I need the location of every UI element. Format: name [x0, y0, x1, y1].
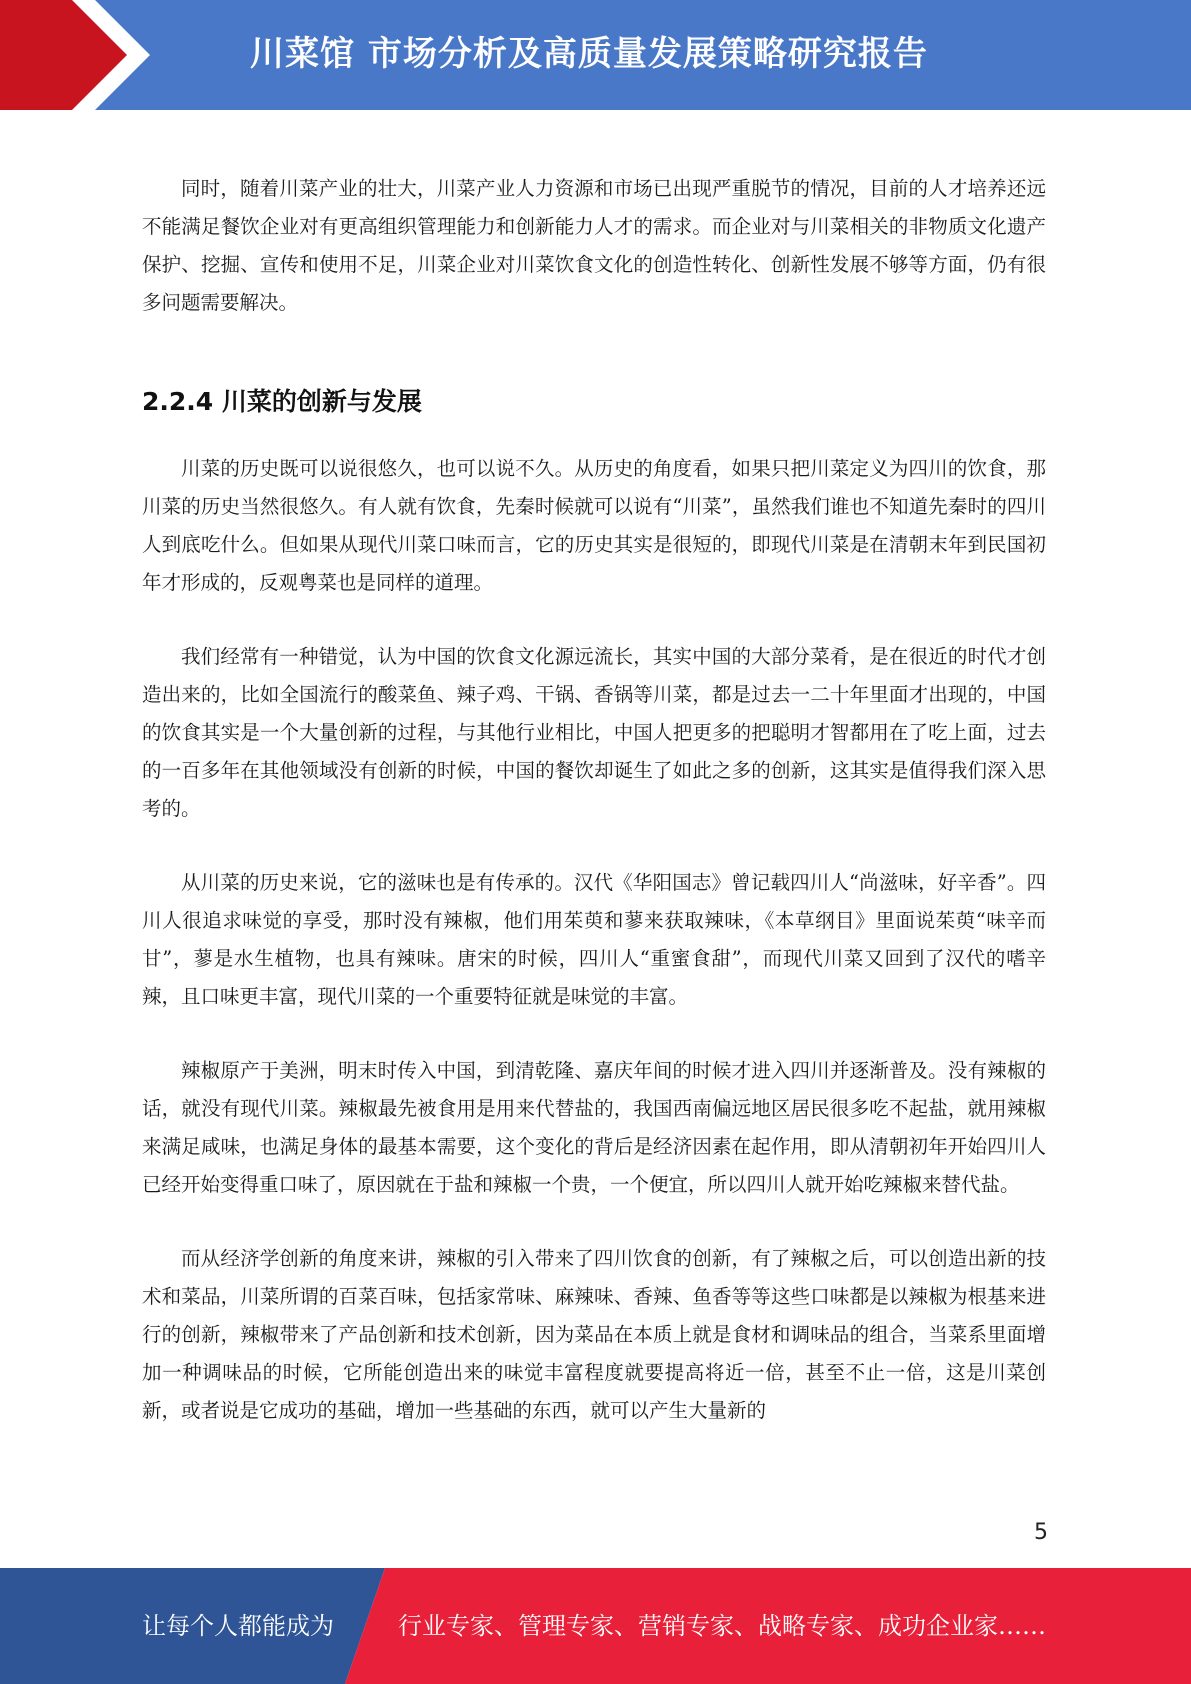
section-heading: 2.2.4 川菜的创新与发展 [142, 387, 422, 416]
body-paragraph: 川菜的历史既可以说很悠久，也可以说不久。从历史的角度看，如果只把川菜定义为四川的饮食，那川菜的历史当然很悠久。有人就有饮食，先秦时候就可以说有“川菜”，虽然我们谁也不知道先秦时的四川人到底吃什么。但如果从现代川菜口味而言，它的历史其实是很短的，即现代川菜是在清朝末年到民国初年才形成的，反观粤菜也是同样的道理。 [142, 457, 1046, 594]
intro-paragraph: 同时，随着川菜产业的壮大，川菜产业人力资源和市场已出现严重脱节的情况，目前的人才培养还远不能满足餐饮企业对有更高组织管理能力和创新能力人才的需求。而企业对与川菜相关的非物质文化遗产保护、挖掘、宣传和使用不足，川菜企业对川菜饮食文化的创造性转化、创新性发展不够等方面，仍有很多问题需要解决。 [142, 177, 1046, 314]
body-paragraph: 从川菜的历史来说，它的滋味也是有传承的。汉代《华阳国志》曾记载四川人“尚滋味，好辛香”。四川人很追求味觉的享受，那时没有辣椒，他们用茱萸和蓼来获取辣味，《本草纲目》里面说茱萸“味辛而甘”，蓼是水生植物，也具有辣味。唐宋的时候，四川人“重蜜食甜”，而现代川菜又回到了汉代的嗜辛辣，且口味更丰富，现代川菜的一个重要特征就是味觉的丰富。 [142, 871, 1046, 1008]
main-content [142, 170, 1046, 1466]
body-paragraph: 而从经济学创新的角度来讲，辣椒的引入带来了四川饮食的创新，有了辣椒之后，可以创造出新的技术和菜品，川菜所谓的百菜百味，包括家常味、麻辣味、香辣、鱼香等等这些口味都是以辣椒为根基来进行的创新，辣椒带来了产品创新和技术创新，因为菜品在本质上就是食材和调味品的组合，当菜系里面增加一种调味品的时候，它所能创造出来的味觉丰富程度就要提高将近一倍，甚至不止一倍，这是川菜创新，或者说是它成功的基础，增加一些基础的东西，就可以产生大量新的 [142, 1247, 1046, 1422]
page-header [0, 0, 1191, 110]
report-title: 川菜馆 市场分析及高质量发展策略研究报告 [250, 34, 928, 74]
footer-slogan-left: 让每个人都能成为 [142, 1612, 334, 1640]
footer-slogan-right: 行业专家、管理专家、营销专家、战略专家、成功企业家…… [398, 1612, 1046, 1640]
page-number: 5 [1034, 1520, 1048, 1545]
body-paragraph: 辣椒原产于美洲，明末时传入中国，到清乾隆、嘉庆年间的时候才进入四川并逐渐普及。没有辣椒的话，就没有现代川菜。辣椒最先被食用是用来代替盐的，我国西南偏远地区居民很多吃不起盐，就用辣椒来满足咸味，也满足身体的最基本需要，这个变化的背后是经济因素在起作用，即从清朝初年开始四川人已经开始变得重口味了，原因就在于盐和辣椒一个贵，一个便宜，所以四川人就开始吃辣椒来替代盐。 [142, 1059, 1046, 1196]
page-footer [0, 1568, 1191, 1684]
body-paragraph: 我们经常有一种错觉，认为中国的饮食文化源远流长，其实中国的大部分菜肴，是在很近的时代才创造出来的，比如全国流行的酸菜鱼、辣子鸡、干锅、香锅等川菜，都是过去一二十年里面才出现的，中国的饮食其实是一个大量创新的过程，与其他行业相比，中国人把更多的把聪明才智都用在了吃上面，过去的一百多年在其他领域没有创新的时候，中国的餐饮却诞生了如此之多的创新，这其实是值得我们深入思考的。 [142, 645, 1046, 820]
